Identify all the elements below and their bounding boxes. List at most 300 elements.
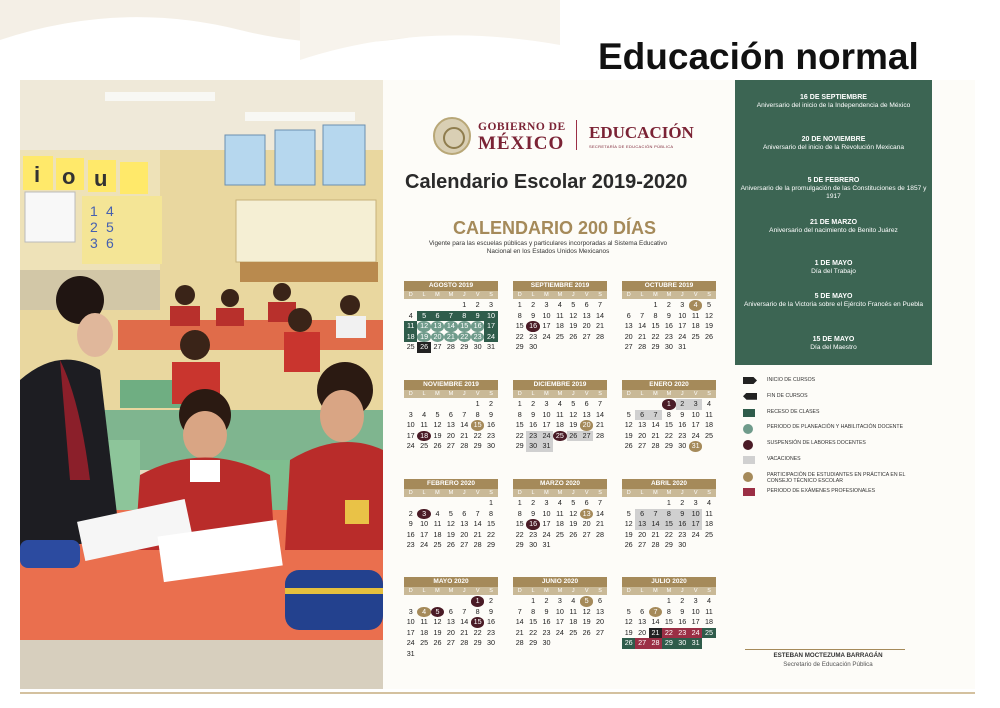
weekday-label: J — [680, 391, 684, 397]
calendar-day: 7 — [640, 310, 645, 320]
calendar-day: 20 — [580, 420, 593, 431]
national-seal-icon — [433, 117, 471, 155]
calendar-day: 10 — [555, 606, 564, 616]
calendar-day: 15 — [664, 617, 673, 626]
calendar-day: 16 — [678, 617, 687, 626]
calendar-day: 16 — [678, 420, 687, 429]
calendar-day: 12 — [569, 409, 578, 419]
calendar-day: 21 — [596, 420, 605, 429]
board-number-6: 6 — [106, 235, 114, 251]
calendar-day: 7 — [598, 498, 603, 507]
calendar-day: 3 — [408, 409, 413, 419]
calendar-day: 14 — [638, 321, 647, 330]
calendar-day: 15 — [487, 519, 496, 528]
calendar-day: 31 — [540, 441, 553, 452]
calendar-day: 22 — [473, 430, 482, 440]
calendar-day: 20 — [460, 529, 469, 539]
month-1 — [513, 281, 607, 353]
calendar-day: 24 — [406, 638, 415, 647]
calendar-day: 24 — [555, 627, 564, 637]
weekday-label: M — [544, 490, 549, 496]
calendar-day: 25 — [555, 529, 564, 539]
month-name: AGOSTO 2019 — [404, 281, 498, 291]
calendar-day: 22 — [664, 430, 673, 440]
calendar-day: 28 — [446, 342, 455, 351]
calendar-day: 23 — [678, 430, 687, 440]
calendar-day: 3 — [544, 399, 549, 408]
legend-label: SUSPENSIÓN DE LABORES DOCENTES — [767, 440, 866, 447]
weekday-label: S — [489, 588, 493, 594]
calendar-day: 18 — [705, 420, 714, 429]
weekday-label: M — [435, 588, 440, 594]
board-number-1: 1 — [90, 203, 98, 219]
weekday-label: M — [653, 588, 658, 594]
weekday-label: J — [462, 490, 466, 496]
legend — [743, 376, 943, 502]
day-grid — [404, 596, 498, 659]
weekday-label: V — [584, 391, 589, 397]
calendar-day: 15 — [664, 420, 673, 429]
calendar-day: 17 — [691, 617, 700, 626]
calendar-day: 4 — [707, 498, 712, 507]
weekday-label: L — [640, 391, 644, 397]
weekday-label: J — [462, 588, 466, 594]
calendar-day: 20 — [582, 519, 591, 528]
calendar-day: 21 — [473, 529, 482, 539]
festivity-date: 5 DE FEBRERO — [807, 177, 860, 184]
calendar-day: 1 — [517, 498, 522, 507]
calendar-day: 23 — [678, 529, 687, 539]
calendar-day: 30 — [542, 638, 551, 647]
weekday-label: J — [680, 292, 684, 298]
footer-line — [20, 692, 975, 694]
calendar-day: 12 — [582, 606, 591, 616]
calendar-day: 5 — [571, 498, 576, 507]
calendar-day: 14 — [596, 508, 605, 518]
calendar-day: 22 — [529, 627, 538, 637]
calendar-day: 25 — [420, 638, 429, 647]
calendar-day: 13 — [624, 321, 633, 330]
festivity-2 — [735, 177, 932, 201]
calendar-day: 10 — [420, 519, 429, 528]
weekday-label: D — [517, 588, 522, 594]
calendar-day: 6 — [635, 509, 648, 520]
calendar-day: 28 — [651, 540, 660, 549]
calendar-day: 11 — [705, 409, 713, 419]
calendar-day: 4 — [557, 300, 562, 309]
weekday-label: J — [571, 490, 575, 496]
board-letter-u: u — [94, 166, 108, 191]
calendar-day: 17 — [678, 321, 687, 330]
calendar-day: 11 — [556, 310, 564, 320]
calendar-day: 7 — [598, 300, 603, 309]
weekday-label: V — [584, 292, 589, 298]
calendar-day: 21 — [651, 430, 660, 440]
month-name: SEPTIEMBRE 2019 — [513, 281, 607, 291]
festivity-4 — [735, 260, 932, 276]
legend-label: PERIODO DE EXÁMENES PROFESIONALES — [767, 487, 876, 494]
calendar-day: 29 — [662, 638, 675, 649]
legend-item — [743, 439, 943, 455]
calendar-day: 20 — [446, 430, 455, 440]
calendar-day: 28 — [649, 638, 662, 649]
calendar-day: 1 — [517, 399, 522, 408]
calendar-day: 3 — [680, 300, 685, 309]
calendar-day: 8 — [475, 606, 480, 616]
calendar-day: 24 — [484, 332, 497, 343]
calendar-day: 13 — [638, 420, 647, 429]
calendar-day: 25 — [705, 430, 714, 440]
weekday-label: M — [435, 490, 440, 496]
calendar-day: 23 — [487, 430, 496, 440]
calendar-day: 5 — [571, 399, 576, 408]
calendar-day: 2 — [680, 596, 685, 605]
weekday-label: L — [422, 490, 426, 496]
calendar-day: 5 — [707, 300, 712, 309]
calendar-day: 16 — [676, 519, 689, 530]
calendar-day: 27 — [638, 540, 647, 549]
weekday-label: M — [448, 490, 454, 496]
weekday-label: L — [531, 292, 535, 298]
weekday-label: V — [693, 292, 698, 298]
weekday-label: J — [680, 490, 684, 496]
weekday-label: S — [598, 588, 602, 594]
day-grid — [404, 399, 498, 452]
weekday-label: V — [584, 588, 589, 594]
legend-swatch-icon — [743, 409, 755, 417]
festivity-date: 21 DE MARZO — [809, 219, 858, 226]
weekday-label: D — [517, 391, 522, 397]
gob-line2: MÉXICO — [478, 133, 565, 154]
calendar-day: 9 — [408, 519, 413, 528]
calendar-day: 16 — [406, 529, 415, 539]
weekday-label: V — [475, 490, 480, 496]
calendar-day: 13 — [446, 420, 455, 429]
calendar-day: 12 — [433, 420, 442, 429]
calendar-day: 11 — [691, 310, 700, 320]
calendar-day: 6 — [462, 508, 467, 518]
calendar-day: 26 — [417, 342, 430, 353]
board-letter-o: o — [62, 164, 76, 189]
calendar-day: 2 — [408, 508, 413, 518]
day-grid — [404, 300, 498, 353]
calendar-day: 11 — [569, 606, 577, 616]
gob-line1: GOBIERNO DE — [478, 121, 566, 133]
calendar-day: 3 — [693, 596, 698, 605]
calendar-day: 18 — [705, 617, 714, 626]
month-0 — [404, 281, 498, 353]
calendar-day: 4 — [557, 399, 562, 408]
calendar-day: 26 — [569, 529, 578, 539]
festivity-description: Aniversario de la Victoria sobre el Ejército Francés en Puebla — [743, 301, 924, 308]
calendar-day: 12 — [417, 321, 430, 332]
board-number-4: 4 — [106, 203, 114, 219]
weekday-label: L — [640, 588, 644, 594]
calendar-day: 12 — [569, 508, 578, 518]
legend-label: PARTICIPACIÓN DE ESTUDIANTES EN PRÁCTICA EN EL CONSEJO TÉCNICO ESCOLAR — [767, 471, 906, 484]
legend-swatch-icon — [743, 456, 755, 464]
legend-label: INICIO DE CURSOS — [767, 377, 816, 383]
calendar-day: 18 — [555, 519, 564, 528]
calendar-day: 8 — [489, 508, 494, 518]
calendar-day: 29 — [515, 342, 524, 351]
calendar-description: Vigente para las escuelas públicas y particulares incorporadas al Sistema Educativo Nacional en los Estados Unidos Mexicanos — [428, 240, 668, 255]
day-grid — [622, 300, 716, 353]
calendar-day: 14 — [651, 617, 660, 626]
calendar-day: 17 — [691, 420, 700, 429]
weekday-label: J — [462, 391, 466, 397]
weekday-label: V — [693, 588, 698, 594]
calendar-day: 4 — [707, 596, 712, 605]
calendar-day: 18 — [433, 529, 442, 539]
calendar-day: 16 — [542, 617, 551, 626]
festivity-0 — [735, 94, 932, 110]
calendar-day: 5 — [626, 409, 631, 419]
calendar-day: 14 — [473, 519, 482, 528]
month-name: MARZO 2020 — [513, 479, 607, 489]
calendar-day: 24 — [542, 331, 551, 341]
calendar-day: 27 — [624, 342, 633, 351]
calendar-day: 19 — [624, 529, 633, 539]
calendar-day: 13 — [460, 519, 469, 528]
calendar-day: 3 — [489, 300, 494, 309]
calendar-day: 20 — [638, 430, 647, 440]
calendar-day: 14 — [460, 617, 469, 626]
calendar-day: 10 — [691, 606, 700, 616]
calendar-day: 29 — [515, 540, 524, 549]
calendar-day: 31 — [542, 540, 551, 549]
calendar-day: 19 — [705, 321, 714, 330]
calendar-day: 18 — [420, 627, 429, 637]
calendar-day: 15 — [651, 321, 660, 330]
calendar-day: 7 — [649, 410, 662, 421]
calendar-day: 2 — [676, 399, 689, 410]
calendar-day: 1 — [517, 300, 522, 309]
weekday-row — [513, 489, 607, 497]
calendar-day: 15 — [515, 321, 524, 330]
calendar-day: 24 — [406, 441, 415, 450]
calendar-day: 30 — [529, 342, 538, 351]
weekday-row — [404, 291, 498, 299]
calendar-day: 21 — [460, 430, 469, 440]
calendar-day: 4 — [689, 300, 702, 311]
calendar-day: 28 — [460, 638, 469, 647]
calendar-day: 11 — [705, 606, 713, 616]
calendar-day: 26 — [582, 627, 591, 637]
signature-line — [745, 649, 905, 650]
month-3 — [404, 380, 498, 452]
calendar-day: 13 — [431, 321, 444, 332]
calendar-day: 17 — [542, 519, 551, 528]
legend-swatch-icon — [743, 424, 753, 434]
calendar-day: 8 — [662, 509, 675, 520]
calendar-day: 14 — [460, 420, 469, 429]
weekday-label: M — [435, 292, 440, 298]
weekday-label: M — [666, 490, 672, 496]
calendar-day: 18 — [705, 519, 714, 528]
weekday-label: D — [626, 490, 631, 496]
calendar-day: 27 — [446, 638, 455, 647]
calendar-day: 5 — [431, 607, 444, 618]
logo-divider — [576, 120, 577, 150]
calendar-day: 28 — [651, 441, 660, 450]
calendar-day: 25 — [691, 331, 700, 341]
weekday-row — [622, 291, 716, 299]
calendar-day: 10 — [406, 420, 415, 429]
day-grid — [404, 498, 498, 551]
calendar-day: 29 — [664, 441, 673, 450]
month-name: NOVIEMBRE 2019 — [404, 380, 498, 390]
calendar-day: 19 — [433, 627, 442, 637]
calendar-day: 15 — [458, 321, 471, 332]
calendar-day: 14 — [444, 321, 457, 332]
calendar-day: 24 — [420, 540, 429, 549]
weekday-label: V — [693, 391, 698, 397]
edu-line2: SECRETARÍA DE EDUCACIÓN PÚBLICA — [589, 144, 674, 149]
calendar-day: 6 — [635, 410, 648, 421]
month-name: ENERO 2020 — [622, 380, 716, 390]
calendar-day: 13 — [446, 617, 455, 626]
calendar-day: 2 — [489, 399, 494, 408]
calendar-day: 15 — [471, 420, 484, 431]
calendar-day: 17 — [542, 321, 551, 330]
day-grid — [622, 399, 716, 452]
calendar-day: 8 — [666, 409, 671, 419]
calendar-day: 4 — [417, 607, 430, 618]
weekday-label: L — [422, 391, 426, 397]
calendar-day: 23 — [664, 331, 673, 341]
festivity-description: Aniversario del nacimiento de Benito Juárez — [769, 227, 898, 234]
calendar-day: 6 — [448, 606, 453, 616]
calendar-day: 16 — [664, 321, 673, 330]
calendar-day: 27 — [433, 342, 442, 351]
weekday-label: D — [626, 292, 631, 298]
calendar-day: 30 — [678, 441, 687, 450]
calendar-day: 30 — [487, 441, 496, 450]
calendar-day: 10 — [406, 617, 415, 626]
weekday-label: J — [571, 391, 575, 397]
calendar-day: 17 — [420, 529, 429, 539]
weekday-row — [622, 587, 716, 595]
calendar-day: 3 — [557, 596, 562, 605]
weekday-label: S — [489, 490, 493, 496]
calendar-day: 19 — [569, 420, 578, 429]
calendar-day: 6 — [431, 311, 444, 322]
calendar-day: 27 — [596, 627, 605, 637]
calendar-day: 19 — [624, 627, 633, 637]
festivity-3 — [735, 219, 932, 235]
weekday-row — [404, 587, 498, 595]
month-name: OCTUBRE 2019 — [622, 281, 716, 291]
month-name: JUNIO 2020 — [513, 577, 607, 587]
calendar-day: 27 — [635, 638, 648, 649]
classroom-photo — [20, 80, 383, 689]
calendar-day: 15 — [662, 519, 675, 530]
weekday-label: D — [626, 391, 631, 397]
festivity-description: Día del Trabajo — [811, 268, 856, 275]
calendar-day: 8 — [475, 409, 480, 419]
calendar-day: 22 — [487, 529, 496, 539]
calendar-day: 17 — [542, 420, 551, 429]
calendar-day: 11 — [404, 321, 417, 332]
calendar-day: 30 — [678, 540, 687, 549]
calendar-day: 26 — [446, 540, 455, 549]
calendar-day: 5 — [448, 508, 453, 518]
weekday-label: S — [598, 490, 602, 496]
calendar-day: 8 — [653, 310, 658, 320]
calendar-day: 26 — [705, 331, 714, 341]
calendar-day: 9 — [544, 606, 549, 616]
weekday-label: L — [640, 490, 644, 496]
weekday-label: M — [653, 292, 658, 298]
calendar-day: 6 — [448, 409, 453, 419]
calendar-day: 7 — [475, 508, 480, 518]
calendar-day: 2 — [489, 596, 494, 605]
calendar-day: 27 — [580, 431, 593, 442]
calendar-day: 21 — [460, 627, 469, 637]
festivities-panel — [735, 80, 932, 365]
calendar-day: 22 — [515, 331, 524, 341]
calendar-day: 8 — [666, 606, 671, 616]
calendar-day: 31 — [689, 638, 702, 649]
calendar-day: 9 — [666, 310, 671, 320]
calendar-day: 2 — [680, 498, 685, 507]
calendar-day: 13 — [638, 617, 647, 626]
calendar-day: 1 — [666, 498, 671, 507]
day-grid — [513, 399, 607, 452]
calendar-day: 12 — [433, 617, 442, 626]
calendar-day: 22 — [458, 332, 471, 343]
calendar-day: 23 — [526, 431, 539, 442]
calendar-day: 3 — [417, 509, 430, 520]
calendar-day: 31 — [406, 648, 415, 658]
calendar-day: 9 — [471, 311, 484, 322]
calendar-day: 11 — [433, 519, 442, 528]
weekday-label: D — [517, 292, 522, 298]
calendar-day: 8 — [531, 606, 536, 616]
calendar-day: 10 — [484, 311, 497, 322]
legend-label: FIN DE CURSOS — [767, 392, 808, 399]
calendar-day: 22 — [662, 628, 675, 639]
slide-title: Educación normal — [598, 36, 919, 77]
weekday-label: D — [517, 490, 522, 496]
festivity-5 — [735, 293, 932, 309]
calendar-day: 14 — [651, 420, 660, 429]
weekday-row — [404, 489, 498, 497]
weekday-label: J — [571, 588, 575, 594]
calendar-day: 29 — [529, 638, 538, 647]
month-10 — [513, 577, 607, 649]
calendar-day: 7 — [462, 606, 467, 616]
legend-label: RECESO DE CLASES — [767, 408, 820, 415]
calendar-day: 10 — [542, 310, 551, 320]
calendar-day: 16 — [471, 321, 484, 332]
month-5 — [622, 380, 716, 452]
calendar-day: 18 — [569, 617, 578, 626]
weekday-label: S — [707, 490, 711, 496]
festivity-description: Aniversario del inicio de la Revolución Mexicana — [762, 144, 905, 151]
weekday-label: M — [653, 391, 658, 397]
board-number-5: 5 — [106, 219, 114, 235]
calendar-day: 26 — [624, 441, 633, 450]
calendar-day: 1 — [489, 498, 494, 507]
calendar-day: 1 — [666, 596, 671, 605]
calendar-day: 11 — [556, 409, 564, 419]
weekday-label: S — [707, 292, 711, 298]
calendar-day: 9 — [680, 606, 685, 616]
calendar-day: 13 — [596, 606, 605, 616]
calendar-day: 5 — [580, 596, 593, 607]
